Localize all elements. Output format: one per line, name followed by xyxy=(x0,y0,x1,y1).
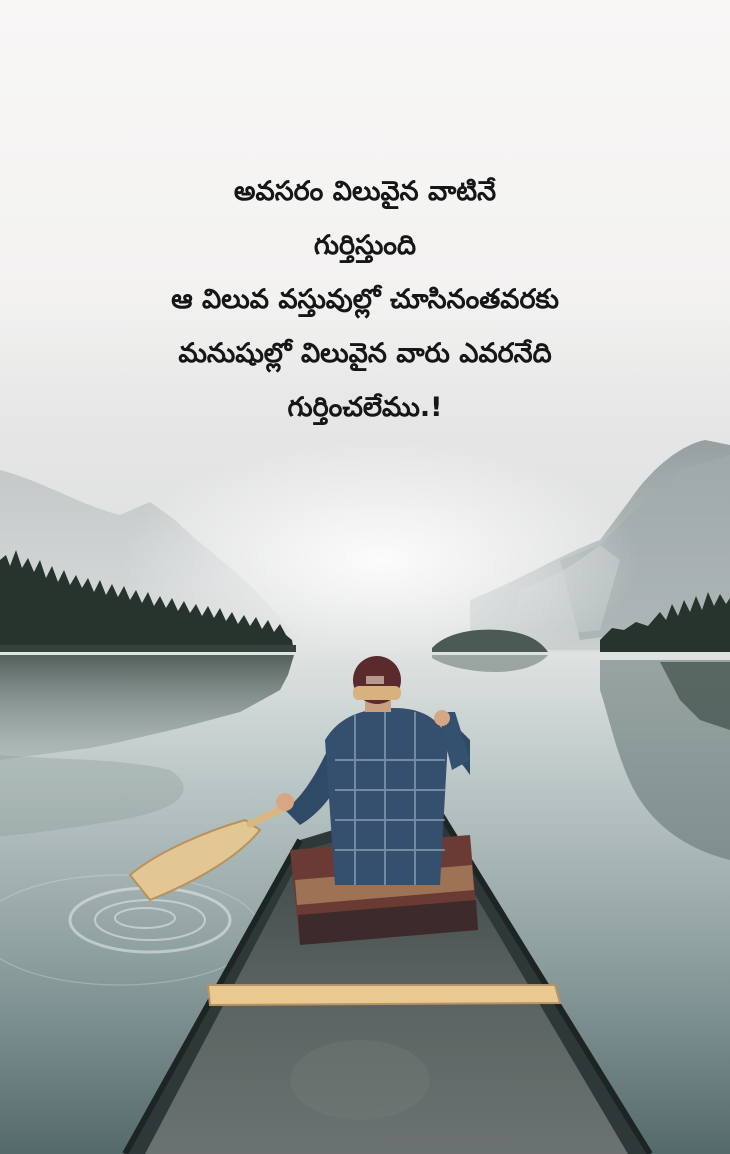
quote-line-4: మనుషుల్లో విలువైన వారు ఎవరనేది xyxy=(178,338,552,369)
quote-line-5: గుర్తించలేము.! xyxy=(287,392,443,423)
quote-line-3: ఆ విలువ వస్తువుల్లో చూసినంతవరకు xyxy=(171,284,559,315)
quote-text xyxy=(0,165,730,435)
quote-line-1: అవసరం విలువైన వాటినే xyxy=(233,176,497,207)
quote-line-2: గుర్తిస్తుంది xyxy=(313,230,417,261)
